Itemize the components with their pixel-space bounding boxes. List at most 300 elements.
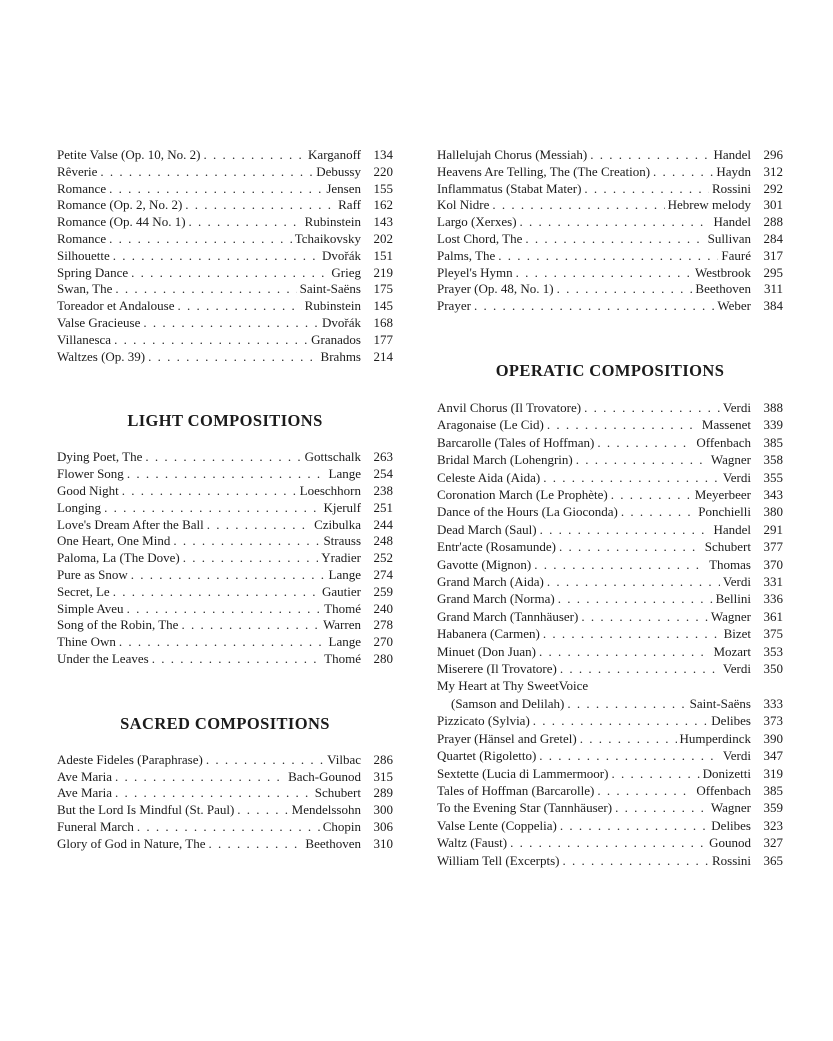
- entry-page: 296: [763, 147, 783, 162]
- entry-composer: Handel: [713, 521, 751, 537]
- entry-composer: Gottschalk: [304, 449, 361, 465]
- entry-title: To the Evening Star (Tannhäuser): [437, 800, 613, 816]
- entry-page: 365: [763, 852, 783, 868]
- entry-composer: Rossini: [711, 852, 751, 868]
- entry-page: 291: [763, 521, 783, 537]
- dot-leader: [152, 651, 321, 668]
- entry-title: Valse Gracieuse: [57, 314, 141, 330]
- entry-composer: Schubert: [314, 785, 361, 801]
- index-section: [57, 147, 393, 365]
- toc-entry: [57, 651, 393, 668]
- toc-entry: [57, 836, 393, 853]
- entry-title: Celeste Aida (Aida): [437, 469, 541, 485]
- dot-leader: [207, 517, 311, 534]
- entry-title: Silhouette: [57, 247, 110, 263]
- entry-composer: Verdi: [722, 748, 751, 764]
- entry-title: Lost Chord, The: [437, 230, 523, 246]
- toc-entry: [437, 538, 783, 555]
- toc-entry: [57, 601, 393, 618]
- entry-page: 202: [373, 230, 393, 246]
- entry-page: 143: [373, 214, 393, 230]
- entry-title: Minuet (Don Juan): [437, 643, 536, 659]
- toc-entry: [437, 469, 783, 486]
- entry-page: 145: [373, 298, 393, 314]
- entry-composer: Ponchielli: [698, 504, 751, 520]
- entry-composer: Yradier: [321, 550, 361, 566]
- toc-entry: [437, 765, 783, 782]
- dot-leader: [558, 590, 713, 607]
- toc-entry: [437, 677, 783, 694]
- entry-title: Gavotte (Mignon): [437, 556, 532, 572]
- toc-entry: [437, 434, 783, 451]
- toc-entry: [437, 643, 783, 660]
- entry-composer: Beethoven: [695, 281, 751, 297]
- entry-composer: Chopin: [322, 818, 361, 834]
- entry-composer: Loeschhorn: [299, 482, 361, 498]
- entry-page: 333: [763, 695, 783, 711]
- entry-page: 301: [763, 197, 783, 213]
- entry-title: Toreador et Andalouse: [57, 298, 175, 314]
- toc-entry: [437, 399, 783, 416]
- entry-composer: Lange: [328, 634, 361, 650]
- dot-leader: [185, 197, 335, 214]
- entry-page: 288: [763, 214, 783, 230]
- entry-title: Valse Lente (Coppelia): [437, 817, 557, 833]
- entry-composer: Westbrook: [695, 264, 751, 280]
- dot-leader: [567, 695, 686, 712]
- toc-entry: [57, 466, 393, 483]
- dot-leader: [109, 231, 292, 248]
- entry-title: Anvil Chorus (Il Trovatore): [437, 399, 582, 415]
- entry-title: Villanesca: [57, 331, 112, 347]
- toc-entry: [57, 449, 393, 466]
- entry-composer: Raff: [338, 197, 361, 213]
- toc-entry: [57, 634, 393, 651]
- entry-composer: Bellini: [715, 591, 751, 607]
- dot-leader: [547, 573, 720, 590]
- toc-entry: [57, 147, 393, 164]
- entry-page: 388: [763, 399, 783, 415]
- entry-title: Prayer (Op. 48, No. 1): [437, 281, 554, 297]
- entry-composer: Strauss: [323, 533, 361, 549]
- entry-title: Prayer (Hänsel and Gretel): [437, 730, 577, 746]
- dot-leader: [525, 231, 704, 248]
- dot-leader: [127, 601, 322, 618]
- section-heading: LIGHT COMPOSITIONS: [127, 411, 323, 431]
- entry-composer: Bach-Gounod: [288, 768, 361, 784]
- entry-composer: Fauré: [721, 247, 751, 263]
- entry-title: Bridal March (Lohengrin): [437, 452, 573, 468]
- dot-leader: [584, 399, 720, 416]
- entry-composer: Haydn: [716, 163, 751, 179]
- entry-title: Grand March (Aida): [437, 574, 544, 590]
- entry-title: Heavens Are Telling, The (The Creation): [437, 163, 651, 179]
- entry-title: Entr'acte (Rosamunde): [437, 539, 556, 555]
- entry-page: 311: [763, 281, 783, 297]
- toc-entry: [437, 782, 783, 799]
- entry-composer: Wagner: [710, 800, 751, 816]
- entry-composer: Brahms: [320, 348, 361, 364]
- entry-page: 373: [763, 713, 783, 729]
- dot-leader: [173, 533, 320, 550]
- index-section: [437, 361, 783, 869]
- entry-title: Coronation March (Le Prophète): [437, 487, 608, 502]
- entry-page: 323: [763, 817, 783, 833]
- entry-title: Tales of Hoffman (Barcarolle): [437, 782, 595, 798]
- entry-composer: Beethoven: [305, 835, 361, 851]
- toc-entry: [437, 712, 783, 729]
- toc-entry: [57, 349, 393, 366]
- dot-leader: [559, 538, 702, 555]
- toc-entry: [57, 281, 393, 298]
- toc-entry: [57, 197, 393, 214]
- entry-page: 155: [373, 180, 393, 196]
- entry-title: Largo (Xerxes): [437, 214, 517, 230]
- entry-composer: Humperdinck: [679, 730, 751, 746]
- toc-entry: [437, 298, 783, 315]
- entry-title: Simple Aveu: [57, 600, 124, 616]
- toc-entry: [437, 747, 783, 764]
- entry-composer: Meyerbeer: [694, 487, 751, 502]
- entry-composer: Karganoff: [308, 147, 361, 162]
- toc-entry: [437, 660, 783, 677]
- entry-title: Waltz (Faust): [437, 835, 508, 851]
- entry-title: Glory of God in Nature, The: [57, 835, 206, 851]
- entry-page: 280: [373, 650, 393, 666]
- entry-composer: Mozart: [713, 643, 751, 659]
- entry-page: 151: [373, 247, 393, 263]
- dot-leader: [115, 769, 285, 786]
- entry-page: 286: [373, 751, 393, 767]
- toc-entry: [437, 147, 783, 164]
- entry-page: 385: [763, 434, 783, 450]
- dot-leader: [560, 817, 708, 834]
- entry-page: 278: [373, 617, 393, 633]
- entry-title: Swan, The: [57, 281, 113, 297]
- dot-leader: [183, 550, 319, 567]
- toc-entry: [437, 834, 783, 851]
- toc-entry: [57, 248, 393, 265]
- entry-title: One Heart, One Mind: [57, 533, 171, 549]
- entry-page: 162: [373, 197, 393, 213]
- dot-leader: [131, 567, 326, 584]
- entry-page: 385: [763, 782, 783, 798]
- entry-page: 310: [373, 835, 393, 851]
- entry-composer: Thomas: [709, 556, 751, 572]
- toc-entry: [57, 819, 393, 836]
- toc-entry: [437, 214, 783, 231]
- entry-title: Romance: [57, 230, 107, 246]
- entry-composer: Offenbach: [696, 782, 751, 798]
- entry-page: 254: [373, 466, 393, 482]
- toc-entry: [437, 248, 783, 265]
- entry-page: 312: [763, 163, 783, 179]
- dot-leader: [533, 712, 709, 729]
- toc-entry: [57, 785, 393, 802]
- entry-page: 238: [373, 482, 393, 498]
- entry-composer: Dvořák: [322, 247, 361, 263]
- entry-composer: Donizetti: [702, 765, 751, 781]
- dot-leader: [237, 802, 288, 819]
- entry-page: 292: [763, 180, 783, 196]
- entry-composer: Rubinstein: [304, 214, 361, 230]
- dot-leader: [543, 469, 720, 486]
- entry-composer: Schubert: [704, 539, 751, 555]
- entry-composer: Massenet: [701, 417, 751, 433]
- entry-composer: Grieg: [331, 264, 361, 280]
- dot-leader: [581, 608, 708, 625]
- entry-composer: Gautier: [322, 583, 361, 599]
- toc-entry: [437, 608, 783, 625]
- toc-entry: [437, 573, 783, 590]
- entry-title: My Heart at Thy SweetVoice: [437, 678, 589, 694]
- toc-entry: [57, 584, 393, 601]
- entry-composer: Debussy: [316, 163, 361, 179]
- entry-title: Prayer: [437, 298, 471, 314]
- toc-entry: [437, 625, 783, 642]
- entry-page: 359: [763, 800, 783, 816]
- dot-leader: [597, 434, 693, 451]
- entry-title: Grand March (Tannhäuser): [437, 608, 579, 624]
- entry-page: 317: [763, 247, 783, 263]
- index-section: [57, 714, 393, 853]
- dot-leader: [119, 634, 326, 651]
- entry-page: 244: [373, 516, 393, 532]
- dot-leader: [137, 819, 320, 836]
- dot-leader: [534, 556, 706, 573]
- toc-entry: [437, 281, 783, 298]
- entry-title: Funeral March: [57, 818, 134, 834]
- entry-composer: Thomé: [324, 650, 361, 666]
- dot-leader: [114, 332, 308, 349]
- dot-leader: [143, 315, 319, 332]
- dot-leader: [498, 248, 718, 265]
- entry-page: 343: [763, 487, 783, 502]
- entry-page: 358: [763, 452, 783, 468]
- entry-page: 339: [763, 417, 783, 433]
- toc-entry: [57, 298, 393, 315]
- entry-composer: Delibes: [711, 713, 751, 729]
- dot-leader: [540, 521, 711, 538]
- dot-leader: [615, 799, 708, 816]
- entry-title: Palms, The: [437, 247, 496, 263]
- entry-page: 214: [373, 348, 393, 364]
- entry-title: Habanera (Carmen): [437, 626, 540, 642]
- entry-composer: Kjerulf: [323, 499, 361, 515]
- entry-page: 263: [373, 449, 393, 465]
- toc-entry: [57, 533, 393, 550]
- dot-leader: [621, 503, 695, 520]
- entry-title: Ave Maria: [57, 768, 112, 784]
- entry-title: Flower Song: [57, 466, 124, 482]
- entry-page: 319: [763, 765, 783, 781]
- dot-leader: [590, 147, 710, 164]
- entry-composer: Dvořák: [322, 314, 361, 330]
- entry-composer: Wagner: [710, 608, 751, 624]
- toc-entry: [57, 567, 393, 584]
- section-heading: OPERATIC COMPOSITIONS: [495, 360, 725, 380]
- entry-title: Dead March (Saul): [437, 521, 537, 537]
- entry-composer: Czibulka: [314, 516, 361, 532]
- entry-composer: Weber: [717, 298, 751, 314]
- toc-entry: [437, 556, 783, 573]
- entry-composer: Mendelssohn: [291, 802, 361, 818]
- entry-page: 370: [763, 556, 783, 572]
- entry-page: 270: [373, 634, 393, 650]
- entry-composer: Verdi: [722, 661, 751, 677]
- toc-entry: [437, 503, 783, 520]
- entry-page: 327: [763, 835, 783, 851]
- dot-leader: [580, 730, 677, 747]
- entry-title: Secret, Le: [57, 583, 110, 599]
- entry-composer: Handel: [713, 214, 751, 230]
- entry-title: Longing: [57, 499, 102, 515]
- entry-composer: Rossini: [711, 180, 751, 196]
- entry-page: 259: [373, 583, 393, 599]
- entry-composer: Handel: [713, 147, 751, 162]
- entry-composer: Tchaikovsky: [294, 230, 361, 246]
- dot-leader: [557, 281, 693, 298]
- toc-entry: [57, 500, 393, 517]
- dot-leader: [127, 466, 326, 483]
- entry-title: Under the Leaves: [57, 650, 149, 666]
- toc-entry: [437, 590, 783, 607]
- dot-leader: [178, 298, 302, 315]
- dot-leader: [516, 265, 692, 282]
- toc-entry: [437, 451, 783, 468]
- dot-leader: [203, 147, 305, 164]
- entry-page: 306: [373, 818, 393, 834]
- entry-page: 390: [763, 730, 783, 746]
- entry-title: Romance (Op. 44 No. 1): [57, 214, 186, 230]
- entry-title: Aragonaise (Le Cid): [437, 417, 544, 433]
- entry-composer: Lange: [328, 466, 361, 482]
- dot-leader: [115, 281, 296, 298]
- entry-title: Song of the Robin, The: [57, 617, 179, 633]
- dot-leader: [113, 248, 319, 265]
- entry-page: 353: [763, 643, 783, 659]
- entry-title: Romance (Op. 2, No. 2): [57, 197, 183, 213]
- toc-entry: [57, 517, 393, 534]
- entry-page: 347: [763, 748, 783, 764]
- toc-entry: [437, 852, 783, 869]
- entry-composer: Warren: [323, 617, 361, 633]
- section-heading: SACRED COMPOSITIONS: [120, 713, 330, 733]
- entry-title: Romance: [57, 180, 107, 196]
- dot-leader: [539, 747, 720, 764]
- dot-leader: [584, 181, 709, 198]
- entry-composer: Thomé: [324, 600, 361, 616]
- dot-leader: [611, 486, 692, 503]
- entry-page: 300: [373, 802, 393, 818]
- entry-page: 219: [373, 264, 393, 280]
- entry-title: Spring Dance: [57, 264, 129, 280]
- dot-leader: [189, 214, 302, 231]
- dot-leader: [100, 164, 313, 181]
- entry-title: Inflammatus (Stabat Mater): [437, 180, 582, 196]
- entry-title: Petite Valse (Op. 10, No. 2): [57, 147, 201, 162]
- toc-entry: [57, 769, 393, 786]
- entry-title: (Samson and Delilah): [451, 695, 565, 711]
- entry-title: Good Night: [57, 482, 119, 498]
- entry-title: Barcarolle (Tales of Hoffman): [437, 434, 595, 450]
- entry-title: Sextette (Lucia di Lammermoor): [437, 765, 609, 781]
- entry-composer: Sullivan: [707, 230, 751, 246]
- dot-leader: [543, 625, 721, 642]
- toc-entry: [437, 416, 783, 433]
- entry-page: 377: [763, 539, 783, 555]
- entry-composer: Gounod: [709, 835, 751, 851]
- dot-leader: [611, 765, 699, 782]
- entry-title: Paloma, La (The Dove): [57, 550, 180, 566]
- entry-page: 240: [373, 600, 393, 616]
- toc-entry: [57, 265, 393, 282]
- entry-page: 336: [763, 591, 783, 607]
- entry-composer: Delibes: [711, 817, 751, 833]
- entry-title: Miserere (Il Trovatore): [437, 661, 557, 677]
- toc-entry: [437, 817, 783, 834]
- entry-composer: Verdi: [722, 574, 751, 590]
- entry-composer: Hebrew melody: [667, 197, 751, 213]
- entry-composer: Wagner: [710, 452, 751, 468]
- toc-entry: [437, 730, 783, 747]
- dot-leader: [474, 298, 714, 315]
- dot-leader: [560, 660, 720, 677]
- entry-page: 295: [763, 264, 783, 280]
- entry-title: Thine Own: [57, 634, 116, 650]
- toc-entry: [437, 695, 783, 712]
- dot-leader: [597, 782, 693, 799]
- toc-entry: [437, 181, 783, 198]
- index-section: [57, 411, 393, 667]
- entry-page: 177: [373, 331, 393, 347]
- dot-leader: [539, 643, 711, 660]
- entry-title: Love's Dream After the Ball: [57, 516, 204, 532]
- toc-entry: [437, 164, 783, 181]
- toc-entry: [57, 617, 393, 634]
- toc-entry: [57, 752, 393, 769]
- dot-leader: [576, 451, 708, 468]
- entry-title: Adeste Fideles (Paraphrase): [57, 751, 203, 767]
- toc-entry: [57, 214, 393, 231]
- entry-title: William Tell (Excerpts): [437, 852, 560, 868]
- entry-page: 220: [373, 163, 393, 179]
- entry-title: Hallelujah Chorus (Messiah): [437, 147, 588, 162]
- dot-leader: [209, 836, 303, 853]
- dot-leader: [547, 416, 699, 433]
- entry-page: 134: [373, 147, 393, 162]
- entry-title: Pizzicato (Sylvia): [437, 713, 530, 729]
- entry-page: 248: [373, 533, 393, 549]
- entry-title: Rêverie: [57, 163, 98, 179]
- entry-title: Dance of the Hours (La Gioconda): [437, 504, 618, 520]
- index-column-left: [57, 147, 393, 853]
- dot-leader: [122, 483, 297, 500]
- entry-composer: Granados: [311, 331, 361, 347]
- dot-leader: [115, 785, 312, 802]
- toc-entry: [437, 799, 783, 816]
- index-section: [437, 147, 783, 315]
- dot-leader: [492, 197, 664, 214]
- toc-entry: [57, 483, 393, 500]
- entry-composer: Saint-Saëns: [299, 281, 361, 297]
- entry-title: Quartet (Rigoletto): [437, 748, 537, 764]
- toc-entry: [437, 197, 783, 214]
- entry-page: 375: [763, 626, 783, 642]
- entry-page: 331: [763, 574, 783, 590]
- dot-leader: [109, 181, 323, 198]
- toc-entry: [57, 332, 393, 349]
